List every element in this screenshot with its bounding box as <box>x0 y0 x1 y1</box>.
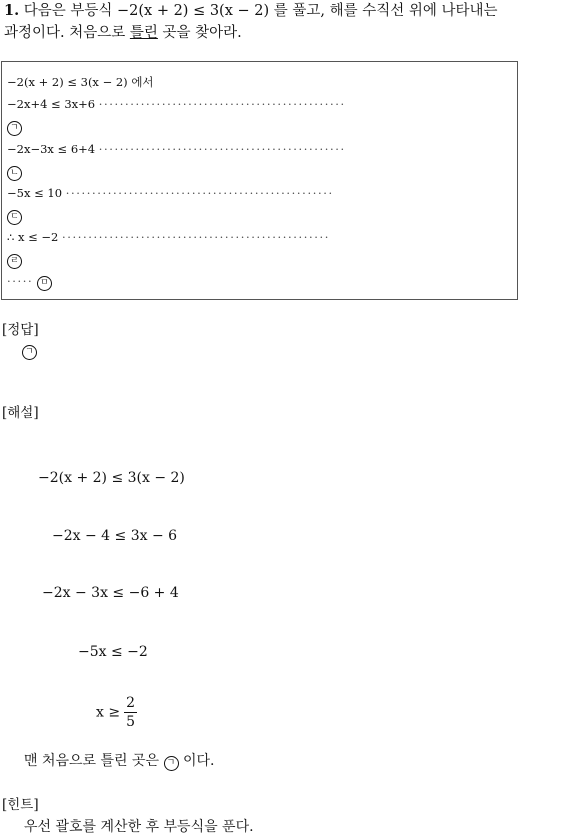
fraction <box>124 694 137 731</box>
explanation-label: [해설] <box>2 405 39 421</box>
step-dots: ··················································· <box>65 186 334 200</box>
fraction-numerator: 2 <box>126 695 135 711</box>
question-text-1: 다음은 부등식 −2(x + 2) ≤ 3(x − 2) 를 풀고, 해를 수직선 위에 나타내는 <box>23 3 498 19</box>
explanation-eq-4: −5x ≤ −2 <box>78 644 148 660</box>
explanation-eq-2: −2x − 4 ≤ 3x − 6 <box>52 528 178 544</box>
box-line-0: −2(x + 2) ≤ 3(x − 2) 에서 <box>7 75 154 89</box>
question-text-2a: 과정이다. 처음으로 <box>4 25 130 41</box>
circled-mark: ㄷ <box>7 210 22 225</box>
step-mark-row <box>7 251 22 269</box>
circled-mark: ㄹ <box>7 254 22 269</box>
answer-value-row <box>22 342 37 360</box>
fraction-denominator: 5 <box>126 714 135 730</box>
answer-label: [정답] <box>2 322 39 338</box>
step-dots: ··················································· <box>62 230 331 244</box>
explanation-conclusion <box>24 750 214 771</box>
hint-text: 우선 괄호를 계산한 후 부등식을 푼다. <box>24 819 254 835</box>
step-dots: ··············································· <box>98 97 346 111</box>
step-expr: −2x−3x ≤ 6+4 <box>7 142 96 156</box>
question-line-2 <box>4 22 242 44</box>
question-text-2b: 곳을 찾아라. <box>157 25 242 41</box>
step-expr: −2x+4 ≤ 3x+6 <box>7 97 96 111</box>
explanation-eq-1: −2(x + 2) ≤ 3(x − 2) <box>38 470 185 486</box>
step-expr: −5x ≤ 10 <box>7 186 63 200</box>
step-mark-row <box>7 163 22 181</box>
circled-mark: ㅁ <box>37 276 52 291</box>
step-mark-row <box>7 207 22 225</box>
box-step-3 <box>7 185 334 201</box>
box-step-2 <box>7 141 346 157</box>
box-step-5 <box>7 273 52 291</box>
eq5-lhs: x ≥ <box>96 704 121 721</box>
solution-box <box>1 61 518 300</box>
question-line-1 <box>4 0 498 22</box>
explanation-eq-3: −2x − 3x ≤ −6 + 4 <box>42 585 179 601</box>
hint-label: [힌트] <box>2 797 39 813</box>
step-dots: ····· <box>7 274 34 288</box>
conclusion-text: 맨 처음으로 틀린 곳은 <box>24 753 160 769</box>
explanation-eq-5 <box>96 694 137 731</box>
box-step-1 <box>7 96 346 112</box>
box-step-4 <box>7 229 330 245</box>
question-number: 1. <box>4 2 20 19</box>
conclusion-suffix: 이다. <box>182 753 215 769</box>
circled-mark: ㄴ <box>7 166 22 181</box>
step-dots: ··············································· <box>98 142 346 156</box>
answer-mark: ㄱ <box>22 345 37 360</box>
step-expr: ∴ x ≤ −2 <box>7 230 59 244</box>
question-underlined-word: 틀린 <box>129 25 158 41</box>
step-mark-row <box>7 118 22 136</box>
conclusion-mark: ㄱ <box>164 756 179 771</box>
circled-mark: ㄱ <box>7 121 22 136</box>
